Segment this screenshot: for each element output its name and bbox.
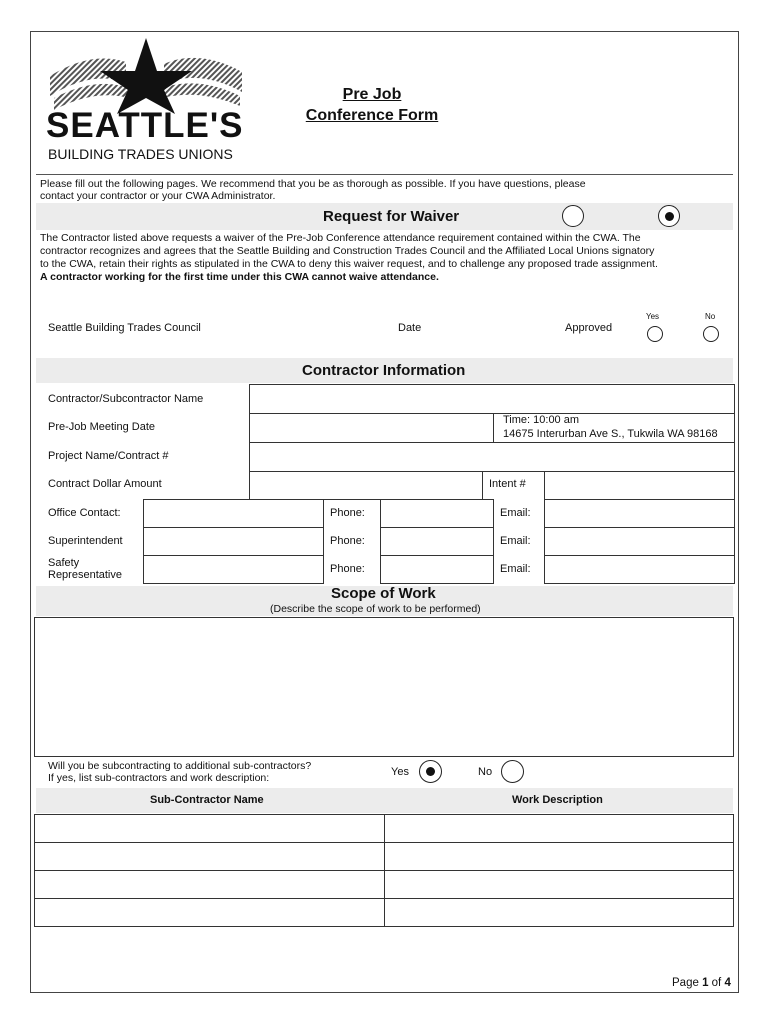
office-email-field[interactable] [544, 499, 735, 528]
page-number [672, 977, 731, 989]
waiver-para-line1: The Contractor listed above requests a waiver of the Pre-Job Conference attendance requirement contained within the CWA. The [40, 232, 641, 244]
meeting-time-text: Time: 10:00 am [503, 414, 580, 426]
council-label: Seattle Building Trades Council [48, 322, 201, 334]
waiver-heading: Request for Waiver [323, 208, 460, 225]
office-contact-label: Office Contact: [48, 507, 121, 519]
scope-heading: Scope of Work [331, 585, 436, 602]
scope-subheading: (Describe the scope of work to be performed) [270, 603, 481, 615]
subcontractor-name-cell[interactable] [34, 814, 385, 843]
amount-field[interactable] [249, 471, 483, 500]
intent-label: Intent # [489, 478, 526, 490]
approved-no-radio[interactable] [703, 326, 719, 342]
approved-yes-label: Yes [646, 312, 660, 321]
waiver-option-left-radio[interactable] [562, 205, 584, 227]
date-label: Date [398, 322, 422, 334]
office-phone-field[interactable] [380, 499, 494, 528]
superintendent-field[interactable] [143, 527, 324, 556]
waiver-para-bold: A contractor working for the first time under this CWA cannot waive attendance. [40, 271, 439, 283]
office-phone-label: Phone: [330, 507, 365, 519]
subcontract-no-label: No [478, 766, 493, 778]
meeting-address-text: 14675 Interurban Ave S., Tukwila WA 98168 [503, 428, 718, 440]
amount-label: Contract Dollar Amount [48, 478, 162, 490]
subcontract-yes-label: Yes [391, 766, 409, 778]
header-divider [36, 174, 733, 175]
subcontract-header-band [36, 788, 733, 813]
superintendent-email-field[interactable] [544, 527, 735, 556]
project-field[interactable] [249, 442, 735, 472]
work-description-cell[interactable] [384, 870, 734, 899]
subcontract-question-line1: Will you be subcontracting to additional sub-contractors? [48, 760, 312, 772]
safety-rep-label: Safety Representative [48, 557, 122, 581]
subcontractor-name-cell[interactable] [34, 842, 385, 871]
intro-line2: contact your contractor or your CWA Administrator. [40, 190, 276, 202]
safety-email-label: Email: [500, 563, 531, 575]
work-description-cell[interactable] [384, 898, 734, 927]
office-contact-field[interactable] [143, 499, 324, 528]
page-total: 4 [724, 977, 731, 989]
subcontractor-name-header: Sub-Contractor Name [150, 794, 264, 806]
scope-textarea[interactable] [34, 617, 734, 757]
subcontractor-name-cell[interactable] [34, 870, 385, 899]
superintendent-phone-field[interactable] [380, 527, 494, 556]
waiver-para-line2: contractor recognizes and agrees that the Seattle Building and Construction Trades Council and the Affiliated Local Unions signatory [40, 245, 655, 257]
waiver-para-line3: to the CWA, retain their rights as stipulated in the CWA to deny this waiver request, and to challenge any proposed trade assignment. [40, 258, 658, 270]
meeting-date-field[interactable] [249, 413, 494, 443]
approved-yes-radio[interactable] [647, 326, 663, 342]
approved-no-label: No [705, 312, 716, 321]
subcontract-yes-radio[interactable] [419, 760, 442, 783]
subcontract-question-line2: If yes, list sub-contractors and work description: [48, 772, 270, 784]
subcontractor-name-cell[interactable] [34, 898, 385, 927]
contractor-name-label: Contractor/Subcontractor Name [48, 393, 204, 405]
project-label: Project Name/Contract # [48, 450, 169, 462]
work-description-header: Work Description [512, 794, 603, 806]
logo-bottom-text: BUILDING TRADES UNIONS [48, 146, 233, 162]
contractor-heading: Contractor Information [302, 362, 466, 379]
intro-line1: Please fill out the following pages. We recommend that you be as thorough as possible. If you have questions, please [40, 178, 586, 190]
meeting-date-label: Pre-Job Meeting Date [48, 421, 155, 433]
page-prefix: Page [672, 977, 703, 989]
flag-star-icon [46, 36, 246, 114]
superintendent-label: Superintendent [48, 535, 123, 547]
safety-email-field[interactable] [544, 555, 735, 584]
intent-field[interactable] [544, 471, 735, 500]
superintendent-email-label: Email: [500, 535, 531, 547]
page-current: 1 [702, 977, 709, 989]
waiver-option-right-radio[interactable] [658, 205, 680, 227]
form-title-line1: Pre Job [342, 86, 402, 103]
office-email-label: Email: [500, 507, 531, 519]
page-of: of [708, 977, 725, 989]
safety-phone-field[interactable] [380, 555, 494, 584]
logo-top-text: SEATTLE'S [46, 106, 244, 145]
safety-phone-label: Phone: [330, 563, 365, 575]
safety-rep-field[interactable] [143, 555, 324, 584]
subcontract-no-radio[interactable] [501, 760, 524, 783]
approved-label: Approved [565, 322, 613, 334]
form-title-line2: Conference Form [305, 107, 439, 124]
work-description-cell[interactable] [384, 814, 734, 843]
contractor-name-field[interactable] [249, 384, 735, 414]
superintendent-phone-label: Phone: [330, 535, 365, 547]
work-description-cell[interactable] [384, 842, 734, 871]
